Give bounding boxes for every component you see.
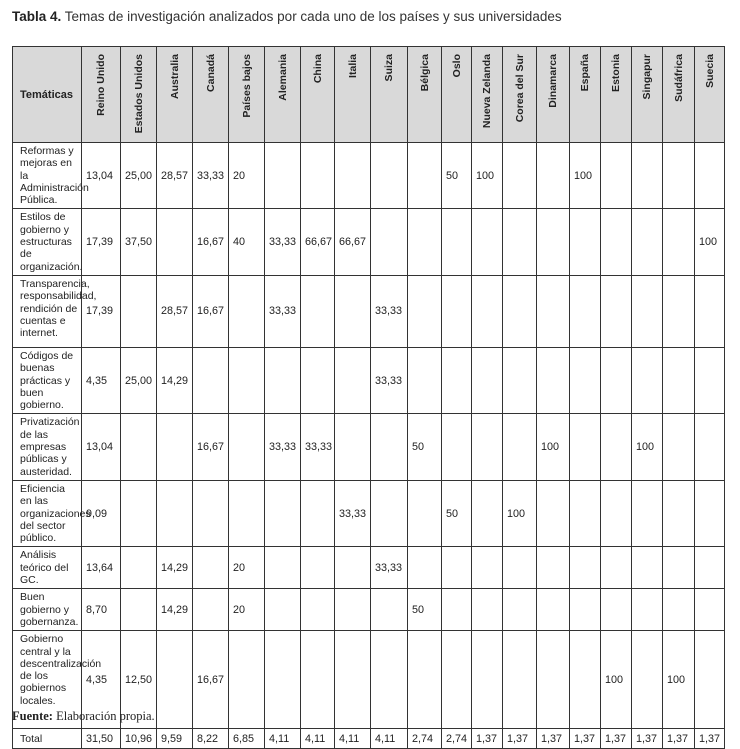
column-header-label: Estonia	[610, 54, 622, 92]
table-cell	[632, 547, 663, 589]
table-cell	[335, 143, 371, 209]
total-cell: 2,74	[442, 729, 472, 749]
table-cell	[632, 209, 663, 275]
table-cell: 16,67	[193, 414, 229, 480]
table-cell	[632, 589, 663, 631]
table-cell	[193, 589, 229, 631]
table-cell	[335, 275, 371, 347]
column-header-label: Corea del Sur	[513, 54, 526, 123]
table-cell	[408, 347, 442, 413]
table-cell	[663, 143, 695, 209]
table-cell: 28,57	[157, 275, 193, 347]
table-cell: 33,33	[335, 480, 371, 546]
table-cell	[537, 275, 570, 347]
column-header-label: Dinamarca	[547, 54, 559, 108]
table-cell	[695, 414, 725, 480]
table-cell: 100	[695, 209, 725, 275]
table-cell	[442, 547, 472, 589]
table-cell	[632, 631, 663, 729]
table-row	[13, 209, 725, 275]
column-header	[82, 47, 121, 143]
table-cell: 33,33	[265, 209, 301, 275]
table-cell	[301, 480, 335, 546]
source-text: Elaboración propia.	[56, 709, 155, 723]
table-cell	[121, 480, 157, 546]
table-cell: 28,57	[157, 143, 193, 209]
table-cell: 66,67	[301, 209, 335, 275]
table-cell	[570, 589, 601, 631]
table-cell	[601, 589, 632, 631]
table-cell: 20	[229, 547, 265, 589]
table-cell: 13,64	[82, 547, 121, 589]
table-cell	[229, 480, 265, 546]
column-header-label: Países bajos	[240, 54, 253, 118]
table-cell	[408, 143, 442, 209]
column-header	[503, 47, 537, 143]
table-cell	[157, 480, 193, 546]
table-cell	[193, 547, 229, 589]
table-cell	[335, 547, 371, 589]
column-header	[121, 47, 157, 143]
table-cell	[601, 347, 632, 413]
column-header	[695, 47, 725, 143]
total-cell: 4,11	[265, 729, 301, 749]
total-cell: 6,85	[229, 729, 265, 749]
table-cell	[265, 631, 301, 729]
column-header-label: Singapur	[641, 54, 653, 100]
column-header-label: Suiza	[383, 54, 395, 82]
column-header-label: España	[579, 54, 591, 92]
table-cell	[570, 275, 601, 347]
table-cell	[157, 209, 193, 275]
table-cell: 25,00	[121, 143, 157, 209]
total-cell: 1,37	[570, 729, 601, 749]
table-cell	[229, 275, 265, 347]
table-cell	[442, 414, 472, 480]
total-cell: 31,50	[82, 729, 121, 749]
table-cell	[229, 347, 265, 413]
table-cell	[265, 480, 301, 546]
table-row	[13, 143, 725, 209]
table-cell	[265, 547, 301, 589]
row-topic: Códigos de buenas prácticas y buen gobierno.	[13, 347, 82, 413]
source-label: Fuente:	[12, 709, 53, 723]
table-cell	[663, 347, 695, 413]
column-header	[570, 47, 601, 143]
table-cell: 50	[408, 414, 442, 480]
table-cell	[503, 275, 537, 347]
table-cell	[335, 589, 371, 631]
table-cell	[601, 143, 632, 209]
table-cell	[442, 631, 472, 729]
column-header-label: Australia	[168, 54, 181, 99]
table-cell	[472, 347, 503, 413]
table-cell	[472, 209, 503, 275]
table-cell	[601, 547, 632, 589]
table-cell: 40	[229, 209, 265, 275]
table-cell: 100	[663, 631, 695, 729]
table-cell	[442, 209, 472, 275]
table-cell: 13,04	[82, 414, 121, 480]
table-cell: 8,70	[82, 589, 121, 631]
total-cell: 1,37	[663, 729, 695, 749]
column-header-label: Suecia	[703, 54, 716, 88]
total-cell: 4,11	[335, 729, 371, 749]
table-cell	[663, 414, 695, 480]
caption-label: Tabla 4.	[12, 9, 62, 24]
table-cell: 17,39	[82, 209, 121, 275]
table-cell	[335, 631, 371, 729]
table-cell	[570, 347, 601, 413]
column-header	[335, 47, 371, 143]
table-cell	[570, 480, 601, 546]
table-cell: 100	[601, 631, 632, 729]
column-header	[472, 47, 503, 143]
table-cell	[601, 209, 632, 275]
table-cell	[695, 589, 725, 631]
table-cell	[663, 589, 695, 631]
research-topics-table	[12, 46, 725, 749]
table-cell	[695, 547, 725, 589]
table-cell	[157, 631, 193, 729]
table-cell	[301, 631, 335, 729]
table-cell: 17,39	[82, 275, 121, 347]
total-cell: 9,59	[157, 729, 193, 749]
table-cell	[371, 631, 408, 729]
table-row	[13, 480, 725, 546]
column-header-label: Alemania	[276, 54, 289, 101]
table-cell	[503, 631, 537, 729]
table-cell	[632, 143, 663, 209]
table-cell	[121, 547, 157, 589]
total-cell: 4,11	[371, 729, 408, 749]
column-header-label: Estados Unidos	[132, 54, 145, 134]
column-header-label: Bélgica	[418, 54, 431, 92]
table-cell	[121, 589, 157, 631]
total-cell: 8,22	[193, 729, 229, 749]
table-cell	[472, 547, 503, 589]
table-cell: 14,29	[157, 589, 193, 631]
column-header	[632, 47, 663, 143]
table-row	[13, 589, 725, 631]
table-cell	[408, 547, 442, 589]
table-row	[13, 275, 725, 347]
table-cell	[570, 547, 601, 589]
table-cell	[408, 480, 442, 546]
table-cell	[335, 414, 371, 480]
table-cell	[601, 414, 632, 480]
table-cell: 50	[442, 480, 472, 546]
table-cell	[472, 631, 503, 729]
row-topic: Transparencia, responsabilidad, rendición de cuentas e internet.	[13, 275, 82, 347]
table-cell	[695, 275, 725, 347]
column-header-label: China	[311, 54, 324, 84]
table-cell	[503, 589, 537, 631]
column-header	[301, 47, 335, 143]
table-cell	[472, 480, 503, 546]
table-cell	[503, 209, 537, 275]
column-header	[442, 47, 472, 143]
table-cell	[537, 547, 570, 589]
table-cell: 100	[503, 480, 537, 546]
table-cell	[301, 547, 335, 589]
total-row	[13, 729, 725, 749]
table-cell	[503, 547, 537, 589]
column-header-label: Nueva Zelanda	[481, 54, 493, 129]
table-cell: 4,35	[82, 631, 121, 729]
table-cell	[537, 480, 570, 546]
table-cell	[632, 347, 663, 413]
row-topic: Análisis teórico del GC.	[13, 547, 82, 589]
table-cell	[193, 347, 229, 413]
table-row	[13, 414, 725, 480]
column-header	[229, 47, 265, 143]
table-cell	[537, 143, 570, 209]
table-cell	[601, 480, 632, 546]
table-cell: 100	[570, 143, 601, 209]
table-cell	[472, 589, 503, 631]
table-cell	[663, 275, 695, 347]
row-topic: Buen gobierno y gobernanza.	[13, 589, 82, 631]
table-cell	[695, 480, 725, 546]
table-cell	[537, 347, 570, 413]
caption-text: Temas de investigación analizados por cada uno de los países y sus universidades	[64, 9, 562, 24]
table-cell	[570, 631, 601, 729]
total-cell: 10,96	[121, 729, 157, 749]
table-cell	[301, 347, 335, 413]
total-cell: 1,37	[601, 729, 632, 749]
column-header-label: Oslo	[450, 54, 463, 78]
table-body	[13, 143, 725, 749]
table-cell	[663, 480, 695, 546]
table-cell	[472, 414, 503, 480]
table-cell	[121, 275, 157, 347]
table-row	[13, 347, 725, 413]
header-row	[13, 47, 725, 143]
table-cell	[371, 209, 408, 275]
row-topic: Eficiencia en las organizaciones del sector público.	[13, 480, 82, 546]
row-topic: Gobierno central y la descentralización de los gobiernos locales.	[13, 631, 82, 729]
table-cell	[570, 414, 601, 480]
table-cell	[335, 347, 371, 413]
column-header	[193, 47, 229, 143]
table-cell	[663, 547, 695, 589]
table-cell: 20	[229, 143, 265, 209]
table-cell	[503, 347, 537, 413]
table-caption	[12, 9, 562, 24]
table-cell: 33,33	[193, 143, 229, 209]
table-cell	[503, 143, 537, 209]
table-cell: 16,67	[193, 275, 229, 347]
table-cell	[371, 589, 408, 631]
column-header-label: Reino Unido	[95, 54, 107, 116]
column-header	[265, 47, 301, 143]
table-cell	[371, 480, 408, 546]
total-cell: 1,37	[472, 729, 503, 749]
row-topic: Estilos de gobierno y estructuras de organización.	[13, 209, 82, 275]
table-cell: 100	[632, 414, 663, 480]
table-cell: 33,33	[265, 275, 301, 347]
column-header	[601, 47, 632, 143]
table-cell	[601, 275, 632, 347]
total-cell: 1,37	[503, 729, 537, 749]
table-cell	[229, 414, 265, 480]
table-cell: 33,33	[371, 547, 408, 589]
table-cell: 9,09	[82, 480, 121, 546]
column-header	[663, 47, 695, 143]
table-cell: 50	[442, 143, 472, 209]
table-cell	[371, 143, 408, 209]
total-cell: 1,37	[537, 729, 570, 749]
table-cell: 50	[408, 589, 442, 631]
total-cell: 1,37	[632, 729, 663, 749]
table-cell	[301, 275, 335, 347]
table-cell	[265, 143, 301, 209]
table-cell: 37,50	[121, 209, 157, 275]
table-cell	[537, 631, 570, 729]
source-note	[12, 709, 155, 724]
table-cell	[442, 275, 472, 347]
total-cell: 1,37	[695, 729, 725, 749]
column-header	[408, 47, 442, 143]
table-cell	[408, 631, 442, 729]
table-cell	[570, 209, 601, 275]
table-cell: 20	[229, 589, 265, 631]
table-cell: 100	[472, 143, 503, 209]
table-cell	[537, 589, 570, 631]
table-cell: 33,33	[265, 414, 301, 480]
table-cell: 16,67	[193, 631, 229, 729]
table-cell	[695, 631, 725, 729]
row-topic: Privatización de las empresas públicas y austeridad.	[13, 414, 82, 480]
table-cell	[663, 209, 695, 275]
table-cell	[371, 414, 408, 480]
table-cell: 14,29	[157, 547, 193, 589]
table-cell	[301, 143, 335, 209]
column-header-label: Italia	[346, 54, 359, 78]
table-cell: 33,33	[301, 414, 335, 480]
table-cell: 12,50	[121, 631, 157, 729]
column-header-label: Sudáfrica	[672, 54, 685, 102]
table-cell: 66,67	[335, 209, 371, 275]
table-cell	[632, 480, 663, 546]
table-cell	[229, 631, 265, 729]
table-cell: 33,33	[371, 275, 408, 347]
table-cell	[193, 480, 229, 546]
table-cell: 33,33	[371, 347, 408, 413]
table-cell	[265, 347, 301, 413]
table-cell	[121, 414, 157, 480]
table-cell	[503, 414, 537, 480]
table-cell: 25,00	[121, 347, 157, 413]
row-topic: Reformas y mejoras en la Administración Pública.	[13, 143, 82, 209]
table-cell	[442, 589, 472, 631]
column-header	[157, 47, 193, 143]
table-cell	[301, 589, 335, 631]
table-cell	[442, 347, 472, 413]
table-cell: 4,35	[82, 347, 121, 413]
table-cell	[537, 209, 570, 275]
table-cell	[695, 143, 725, 209]
total-label: Total	[13, 729, 82, 749]
total-cell: 4,11	[301, 729, 335, 749]
column-header-label: Canadá	[204, 54, 217, 92]
table-cell	[408, 275, 442, 347]
table-cell: 14,29	[157, 347, 193, 413]
table-cell	[695, 347, 725, 413]
table-cell	[472, 275, 503, 347]
column-header	[537, 47, 570, 143]
table-row	[13, 547, 725, 589]
column-header	[371, 47, 408, 143]
table-cell	[408, 209, 442, 275]
table-cell	[265, 589, 301, 631]
table-cell: 13,04	[82, 143, 121, 209]
table-cell	[632, 275, 663, 347]
table-cell: 16,67	[193, 209, 229, 275]
total-cell: 2,74	[408, 729, 442, 749]
table-cell: 100	[537, 414, 570, 480]
table-cell	[157, 414, 193, 480]
header-tematicas: Temáticas	[13, 47, 82, 143]
